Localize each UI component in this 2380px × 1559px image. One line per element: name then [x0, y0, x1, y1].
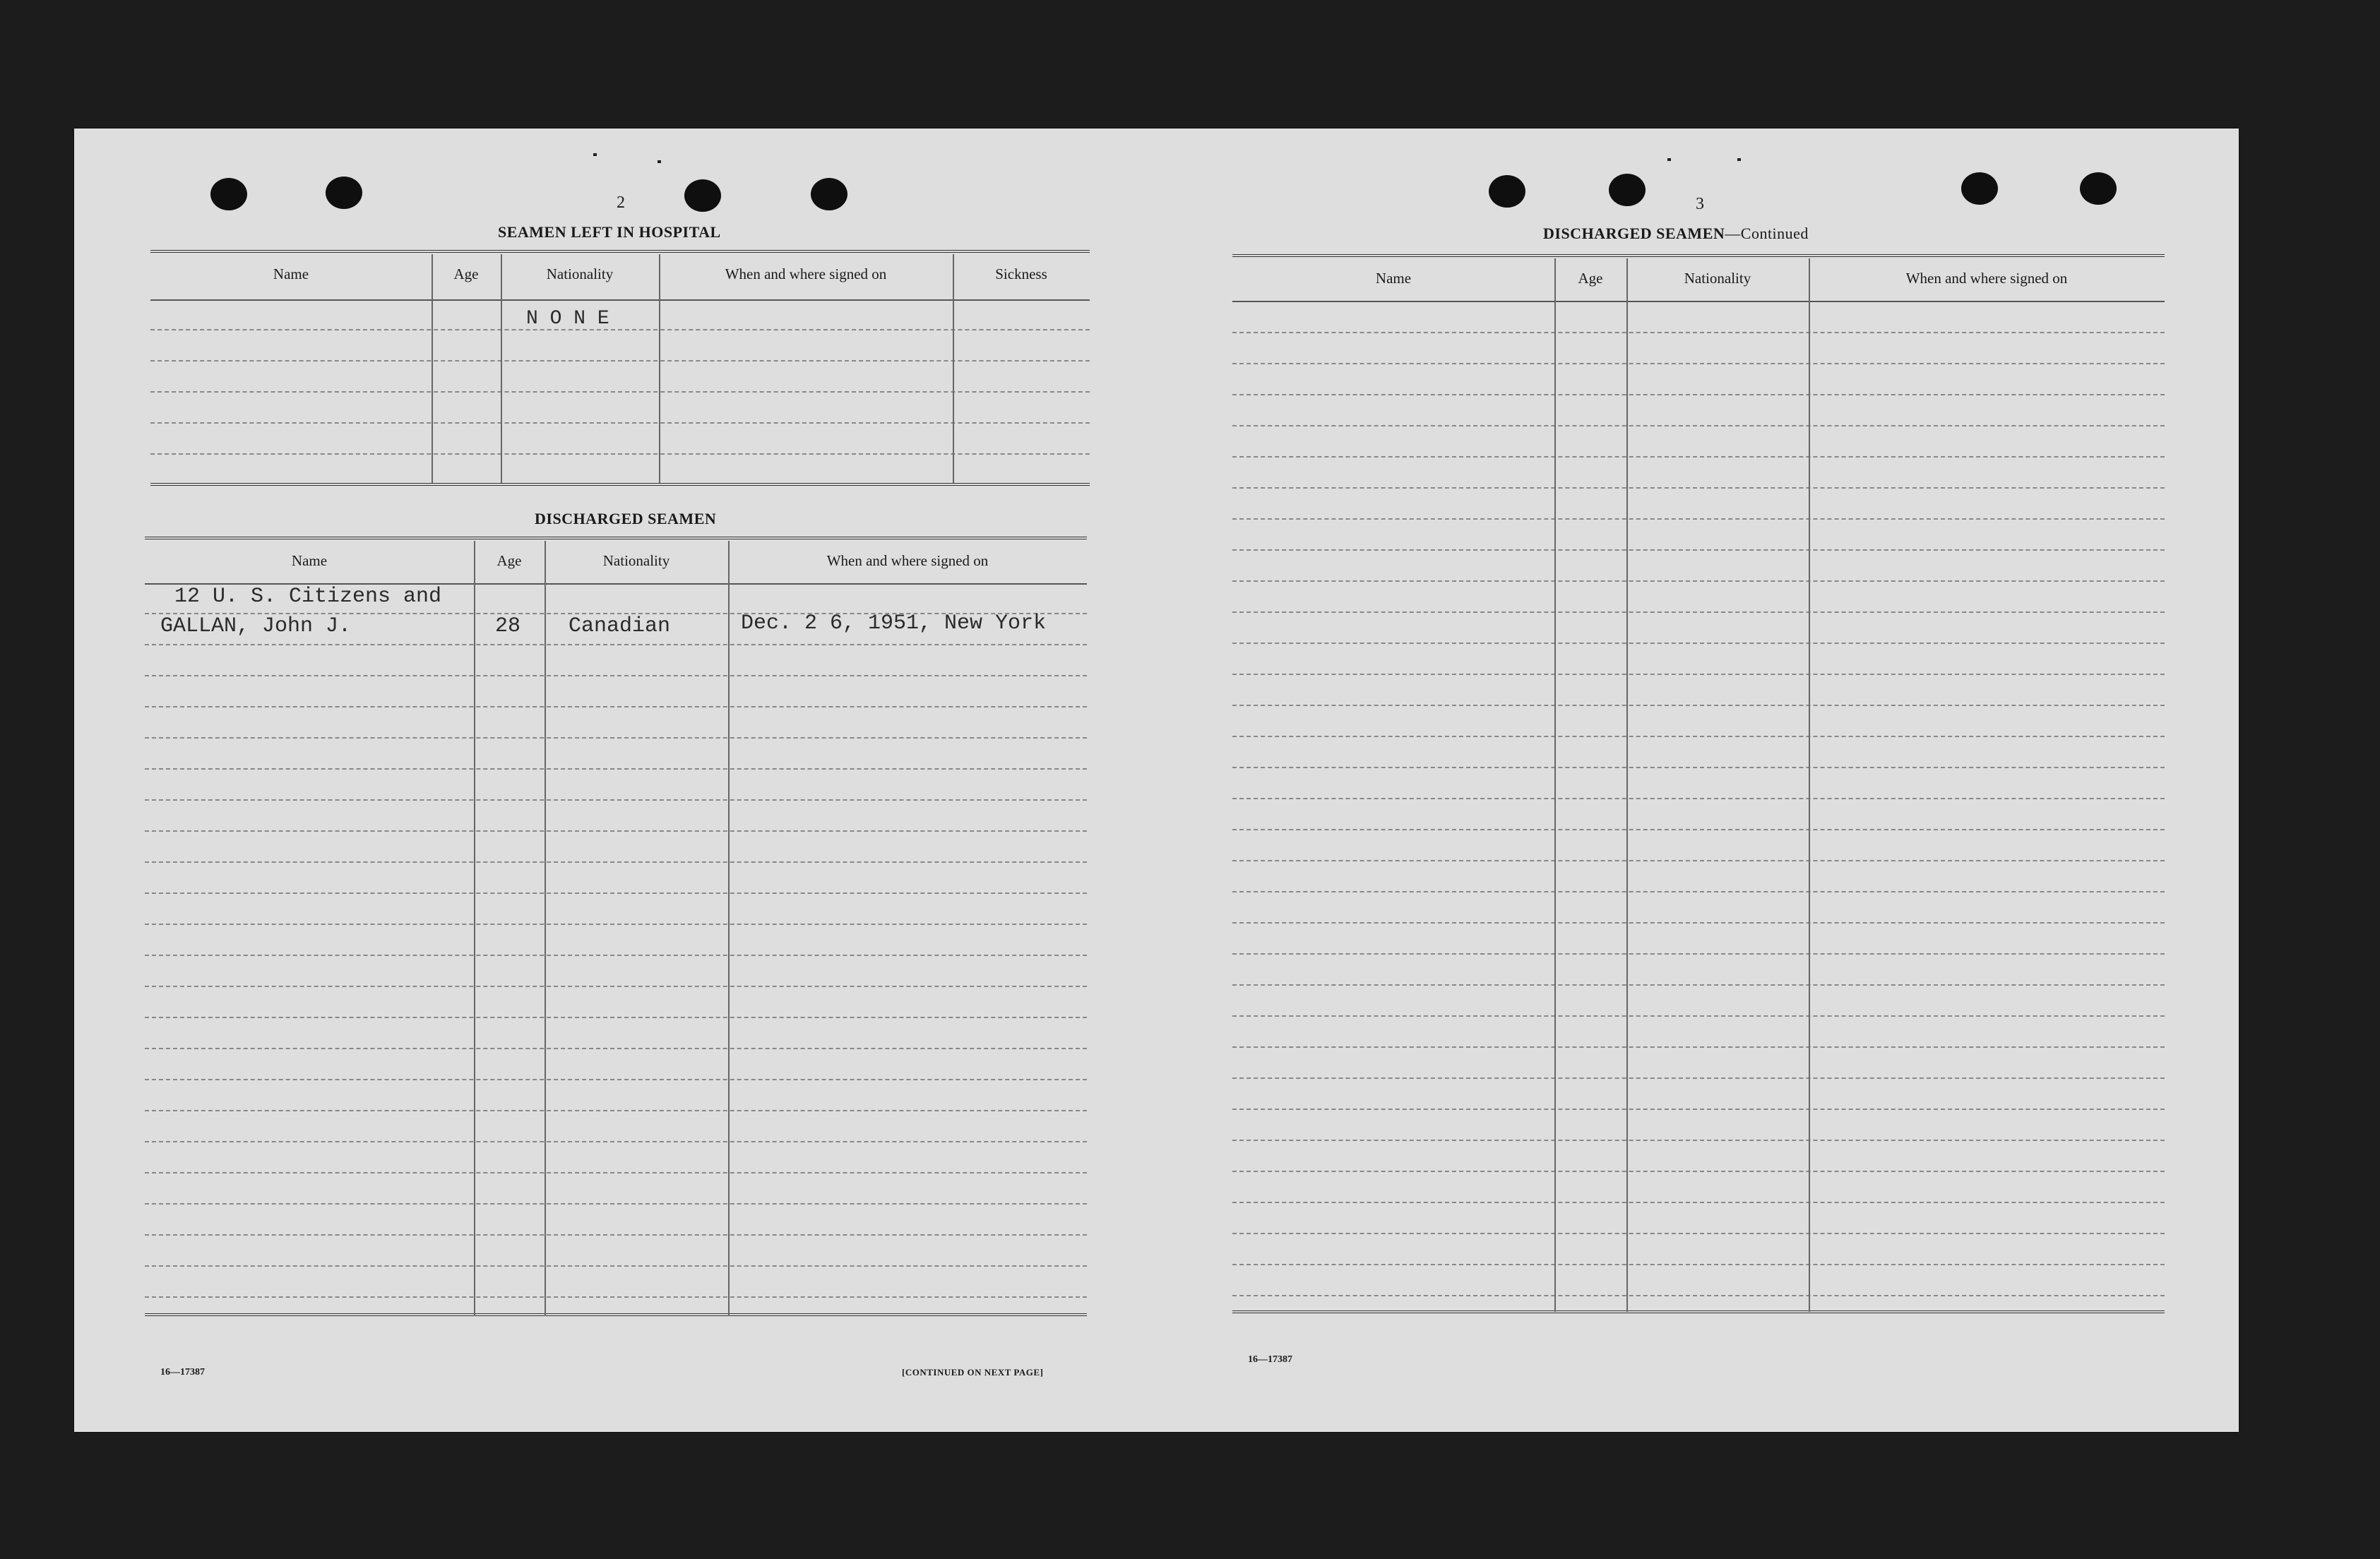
- row-line: [150, 391, 1090, 393]
- row-line: [1232, 394, 2165, 395]
- column-divider: [659, 254, 660, 483]
- row-line: [1232, 363, 2165, 364]
- discharged-row-age: 28: [495, 614, 521, 638]
- hospital-section-title: SEAMEN LEFT IN HOSPITAL: [498, 223, 721, 241]
- punch-hole: [1489, 175, 1525, 208]
- column-divider: [1809, 258, 1810, 1312]
- column-divider: [501, 254, 502, 483]
- header-rule: [1232, 301, 2165, 302]
- row-line: [1232, 1233, 2165, 1234]
- table-top-rule: [150, 250, 1090, 253]
- discharged-table-left: [145, 537, 1087, 1363]
- row-line: [150, 360, 1090, 362]
- row-line: [1232, 425, 2165, 426]
- discharged-continued-title: [1543, 225, 1809, 243]
- row-line: [145, 1203, 1087, 1205]
- row-line: [145, 1172, 1087, 1173]
- row-line: [145, 1234, 1087, 1236]
- table-top-rule: [145, 537, 1087, 539]
- row-line: [1232, 860, 2165, 861]
- punch-hole: [811, 178, 847, 210]
- paper-speck: [1667, 158, 1671, 161]
- row-line: [145, 955, 1087, 956]
- row-line: [1232, 1015, 2165, 1017]
- row-line: [145, 737, 1087, 739]
- col-header-signed-on: When and where signed on: [1905, 270, 2068, 287]
- discharged-row-signed-on: Dec. 2 6, 1951, New York: [741, 611, 1047, 635]
- discharged-section-title: DISCHARGED SEAMEN: [535, 510, 717, 527]
- column-divider: [545, 541, 546, 1316]
- punch-hole: [210, 178, 247, 210]
- row-line: [1232, 1171, 2165, 1172]
- row-line: [145, 861, 1087, 863]
- page-number-right: 3: [1696, 195, 1704, 213]
- column-divider: [953, 254, 954, 483]
- row-line: [1232, 643, 2165, 644]
- form-number-left: 16—17387: [160, 1367, 205, 1378]
- col-header-signed-on: When and where signed on: [826, 552, 989, 569]
- column-divider: [1554, 258, 1556, 1312]
- row-line: [145, 1079, 1087, 1080]
- row-line: [145, 1017, 1087, 1018]
- row-line: [145, 830, 1087, 832]
- row-line: [1232, 736, 2165, 737]
- page-number-left: 2: [617, 193, 625, 212]
- row-line: [1232, 1109, 2165, 1110]
- paper-speck: [658, 160, 661, 163]
- punch-hole: [1961, 172, 1998, 205]
- row-line: [1232, 1264, 2165, 1265]
- row-line: [1232, 518, 2165, 520]
- row-line: [145, 892, 1087, 894]
- row-line: [1232, 580, 2165, 582]
- row-line: [1232, 674, 2165, 675]
- row-line: [1232, 953, 2165, 955]
- punch-hole: [326, 177, 362, 209]
- row-line: [145, 1265, 1087, 1267]
- col-header-sickness: Sickness: [995, 265, 1047, 282]
- row-line: [1232, 332, 2165, 333]
- row-line: [1232, 767, 2165, 768]
- row-line: [1232, 922, 2165, 924]
- column-divider: [432, 254, 433, 483]
- row-line: [1232, 798, 2165, 799]
- row-line: [145, 1048, 1087, 1049]
- column-divider: [1626, 258, 1628, 1312]
- row-line: [145, 675, 1087, 676]
- row-line: [145, 1110, 1087, 1111]
- row-line: [145, 986, 1087, 987]
- discharged-row-name: 12 U. S. Citizens and: [174, 585, 442, 609]
- col-header-nationality: Nationality: [546, 265, 614, 282]
- punch-hole: [1609, 174, 1646, 206]
- row-line: [1232, 549, 2165, 551]
- discharged-continued-title-main: DISCHARGED SEAMEN: [1543, 225, 1725, 242]
- col-header-age: Age: [453, 265, 479, 282]
- paper-speck: [1737, 158, 1741, 161]
- row-line: [1232, 1077, 2165, 1079]
- row-line: [150, 422, 1090, 424]
- row-line: [145, 768, 1087, 770]
- table-bottom-rule: [145, 1313, 1087, 1316]
- table-bottom-rule: [150, 483, 1090, 486]
- row-line: [1232, 829, 2165, 830]
- punch-hole: [2080, 172, 2117, 205]
- row-line: [1232, 611, 2165, 613]
- row-line: [1232, 1295, 2165, 1296]
- row-line: [145, 1141, 1087, 1142]
- row-line: [145, 924, 1087, 925]
- col-header-name: Name: [273, 265, 309, 282]
- discharged-row-name: GALLAN, John J.: [160, 614, 352, 638]
- row-line: [1232, 1046, 2165, 1048]
- table-top-rule: [1232, 254, 2165, 257]
- row-line: [145, 706, 1087, 707]
- row-line: [145, 799, 1087, 801]
- col-header-name: Name: [291, 552, 328, 569]
- table-bottom-rule: [1232, 1310, 2165, 1313]
- col-header-nationality: Nationality: [1684, 270, 1751, 287]
- hospital-table: [150, 250, 1090, 490]
- row-line: [150, 329, 1090, 330]
- hospital-none-entry: N O N E: [526, 308, 609, 330]
- row-line: [145, 644, 1087, 645]
- row-line: [1232, 487, 2165, 489]
- row-line: [1232, 984, 2165, 986]
- row-line: [1232, 456, 2165, 458]
- row-line: [1232, 891, 2165, 892]
- row-line: [1232, 705, 2165, 706]
- form-number-right: 16—17387: [1248, 1354, 1292, 1365]
- discharged-continued-title-suffix: —Continued: [1725, 225, 1809, 242]
- col-header-age: Age: [496, 552, 522, 569]
- continued-note: [CONTINUED ON NEXT PAGE]: [902, 1367, 1044, 1378]
- row-line: [1232, 1140, 2165, 1141]
- document-sheet: [74, 129, 2239, 1432]
- col-header-nationality: Nationality: [602, 552, 670, 569]
- paper-speck: [593, 153, 597, 156]
- header-rule: [150, 299, 1090, 301]
- row-line: [150, 453, 1090, 455]
- column-divider: [474, 541, 475, 1316]
- discharged-row-nationality: Canadian: [569, 614, 671, 638]
- row-line: [145, 1296, 1087, 1298]
- col-header-age: Age: [1578, 270, 1603, 287]
- col-header-signed-on: When and where signed on: [725, 265, 887, 282]
- col-header-name: Name: [1375, 270, 1412, 287]
- column-divider: [728, 541, 730, 1316]
- discharged-table-right: [1232, 254, 2165, 1350]
- punch-hole: [684, 179, 721, 212]
- row-line: [1232, 1202, 2165, 1203]
